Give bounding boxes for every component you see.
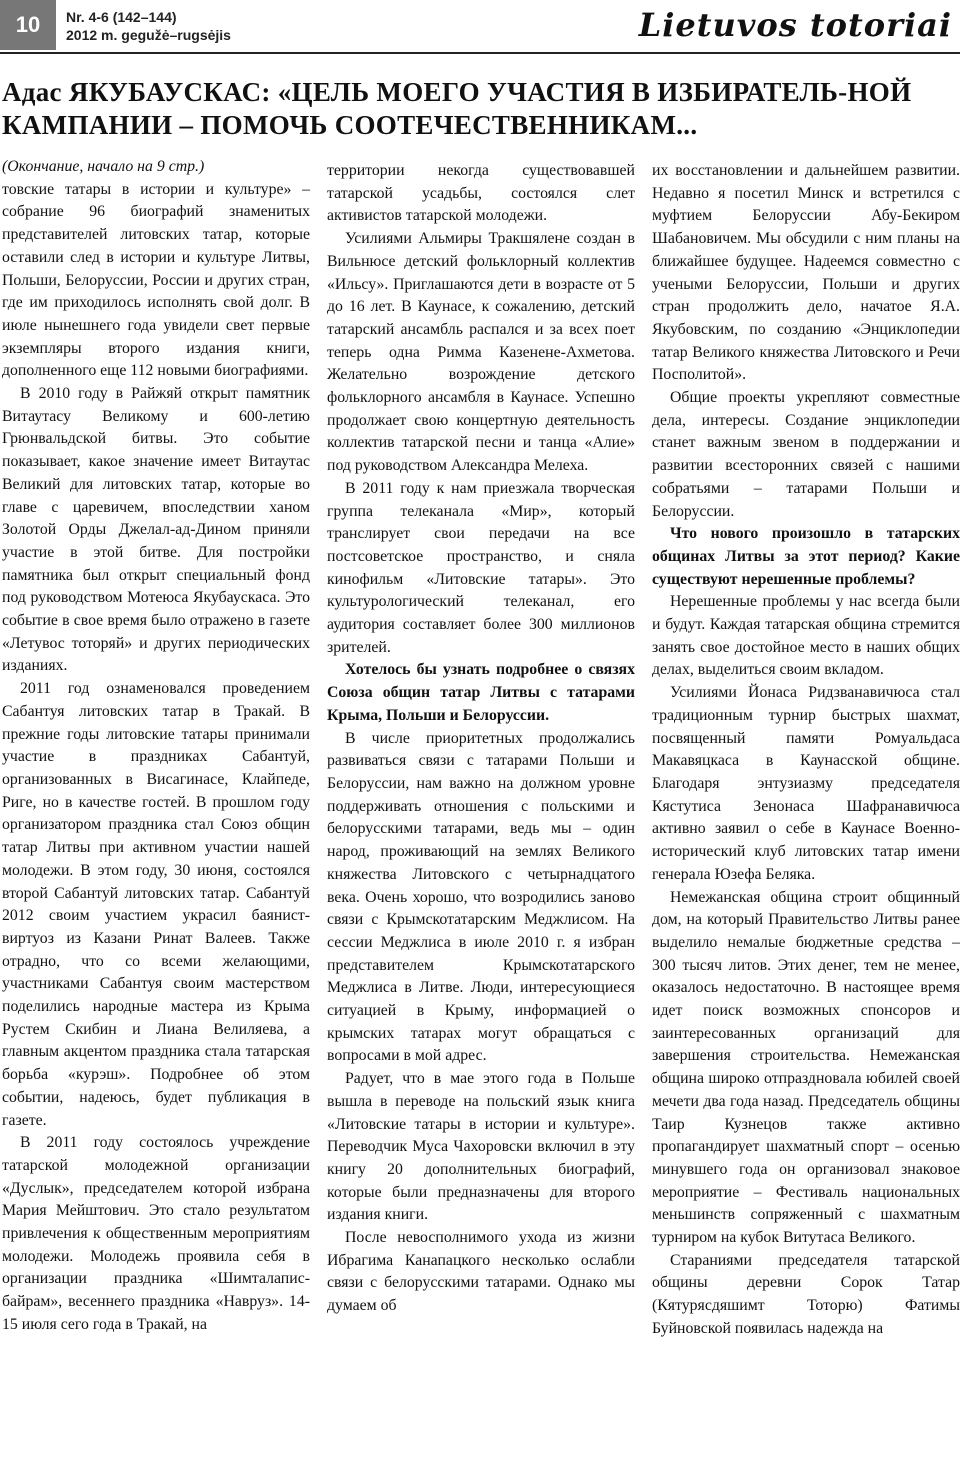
header-divider xyxy=(0,52,960,54)
paragraph: Общие проекты укрепляют совместные дела, интересы. Создание энциклопедии станет важным звеном в поддержании и развитии всесторонних связей с нашими собратьями – татарами Польши и Белоруссии. xyxy=(652,389,960,520)
column-2 xyxy=(327,160,635,1318)
interview-question: Что нового произошло в татарских общинах Литвы за этот период? Какие существуют нерешенные проблемы? xyxy=(652,525,960,588)
paragraph: Радует, что в мае этого года в Польше вышла в переводе на польский язык книга «Литовские татары в истории и культуре». Переводчик Муса Чахоровски включил в эту книгу 20 дополнительных биографий, которые были предназначены для второго издания книги. xyxy=(327,1070,635,1224)
paragraph: Усилиями Альмиры Тракшялене создан в Вильнюсе детский фольклорный коллектив «Ильсу». Приглашаются дети в возрасте от 5 до 16 лет. В Каунасе, к сожалению, детский татарский ансамбль распался и за всех поет теперь одна Римма Казенене-Ахметова. Желательно возрождение детского фольклорного ансамбля в Каунасе. Успешно продолжает свою концертную деятельность коллектив татарской песни и танца «Алие» под руководством Александра Мелеха. xyxy=(327,230,635,475)
paragraph: товские татары в истории и культуре» – собрание 96 биографий знаменитых представителей литовских татар, которые оставили след в истории и культуре Литвы, Польши, Белоруссии, России и других стран, где им приходилось исполнять свой долг. В июле нынешнего года увидели свет первые экземпляры второго издания книги, дополненного еще 112 новыми биографиями. xyxy=(2,180,310,380)
paragraph: Нерешенные проблемы у нас всегда были и будут. Каждая татарская община стремится занять свое достойное место в наших общих делах, выделиться своим вкладом. xyxy=(652,593,960,679)
column-1 xyxy=(2,156,310,1337)
paragraph: территории некогда существовавшей татарской усадьбы, состоялся слет активистов татарской молодежи. xyxy=(327,162,635,225)
masthead-logo: Lietuvos totoriai xyxy=(638,6,952,44)
interview-question: Хотелось бы узнать подробнее о связях Союза общин татар Литвы с татарами Крыма, Польши и Белоруссии. xyxy=(327,661,635,724)
issue-number: Nr. 4-6 (142–144) xyxy=(66,9,177,25)
paragraph: их восстановлении и дальнейшем развитии. Недавно я посетил Минск и встретился с муфтием Белоруссии Абу-Бекиром Шабановичем. Мы обсудили с ним планы на ближайшее будущее. Надеемся совместно с учеными Белоруссии, Польши и других стран продолжить дело, начатое Я.А. Якубовским, по созданию «Энциклопедии татар Великого княжества Литовского и Речи Посполитой». xyxy=(652,162,960,384)
paragraph: В числе приоритетных продолжались развиваться связи с татарами Польши и Белоруссии, нам важно на должном уровне поддерживать отношения с польскими и белорусскими татарами, ведь мы – один народ, проживающий на землях Великого княжества Литовского с четырнадцатого века. Очень хорошо, что возродились заново связи с Крымскотатарским Меджлисом. На сессии Меджлиса в июле 2010 г. я избран представителем Крымскотатарского Меджлиса в Литве. Люди, интересующиеся ситуацией в Крыму, информацией о крымских татарах могут обращаться с вопросами в мой адрес. xyxy=(327,729,635,1065)
paragraph: После невосполнимого ухода из жизни Ибрагима Канапацкого несколько ослабли связи с белорусскими татарами. Однако мы думаем об xyxy=(327,1229,635,1315)
column-3 xyxy=(652,160,960,1341)
issue-info xyxy=(66,8,231,44)
article-headline: Адас ЯКУБАУСКАС: «ЦЕЛЬ МОЕГО УЧАСТИЯ В ИЗБИРАТЕЛЬ-НОЙ КАМПАНИИ – ПОМОЧЬ СООТЕЧЕСТВЕННИКАМ... xyxy=(2,77,912,140)
paragraph: Немежанская община строит общинный дом, на который Правительство Литвы ранее выделило немалые бюджетные средства – 300 тысяч литов. Этих денег, тем не менее, оказалось недостаточно. В настоящее время идет поиск возможных спонсоров и заинтересованных организаций для завершения строительства. Немежанская община широко отпраздновала юбилей своей мечети два года назад. Председатель общины Таир Кузнецов также активно пропагандирует шахматный спорт – осенью минувшего года он организовал знаковое мероприятие – Фестиваль национальных меньшинств сопряженный с шахматным турниром на кубок Витутаса Великого. xyxy=(652,888,960,1247)
issue-date: 2012 m. gegužė–rugsėjis xyxy=(66,27,231,43)
page-number: 10 xyxy=(0,0,56,50)
paragraph: В 2010 году в Райжяй открыт памятник Витаутасу Великому и 600-летию Грюнвальдской битвы. Это событие показывает, какое значение имеет Витаутас Великий для литовских татар, которые во главе с царевичем, впоследствии ханом Золотой Орды Джелал-ад-Дином приняли участие в этой битве. Для постройки памятника был открыт специальный фонд под руководством Мотеюса Якубаускаса. Это событие в свое время было отражено в газете «Летувос тоторяй» и других периодических изданиях. xyxy=(2,385,310,675)
continuation-note: (Окончание, начало на 9 стр.) xyxy=(2,158,205,175)
paragraph: Стараниями председателя татарской общины деревни Сорок Татар (Кятурясдяшимт Тоторю) Фатимы Буйновской появилась надежда на xyxy=(652,1251,960,1337)
paragraph: В 2011 году состоялось учреждение татарской молодежной организации «Дуслык», председателем которой избрана Мария Мейштович. Это стало результатом привлечения к общественным мероприятиям молодежи. Молодежь проявила себя в организации праздника «Шимталапис-байрам», весеннего праздника «Навруз». 14-15 июля сего года в Тракай, на xyxy=(2,1134,310,1333)
paragraph: 2011 год ознаменовался проведением Сабантуя литовских татар в Тракай. В прежние годы литовские татары принимали участие в праздниках Сабантуй, организованных в Висагинасе, Клайпеде, Риге, но в качестве гостей. В прошлом году организатором праздника стал Союз общин татар Литвы при активном участии нашей молодежи. В этом году, 30 июня, состоялся второй Сабантуй литовских татар. Сабантуй 2012 своим участием украсил баянист-виртуоз из Казани Ринат Валеев. Также отрадно, что со всеми желающими, участниками Сабантуя своим мастерством поделились народные мастера из Крыма Рустем Скибин и Лиана Велиляева, а главным акцентом праздника стала татарская борьба «курэш». Подробнее об этом событии, надеюсь, будет публикация в газете. xyxy=(2,680,310,1129)
paragraph: Усилиями Йонаса Ридзванавичюса стал традиционным турнир быстрых шахмат, посвященный памяти Ромуальдаса Макавяцкаса в Каунасской общине. Благодаря энтузиазму председателя Кястутиса Зенонаса Шафранавичюса активно заявил о себе в Каунасе Военно-исторический клуб литовских татар имени генерала Юзефа Беляка. xyxy=(652,684,960,883)
paragraph: В 2011 году к нам приезжала творческая группа телеканала «Мир», который транслирует свои передачи на все постсоветское пространство, и сняла кинофильм «Литовские татары». Это культурологический телеканал, его аудитория составляет более 300 миллионов зрителей. xyxy=(327,479,635,656)
